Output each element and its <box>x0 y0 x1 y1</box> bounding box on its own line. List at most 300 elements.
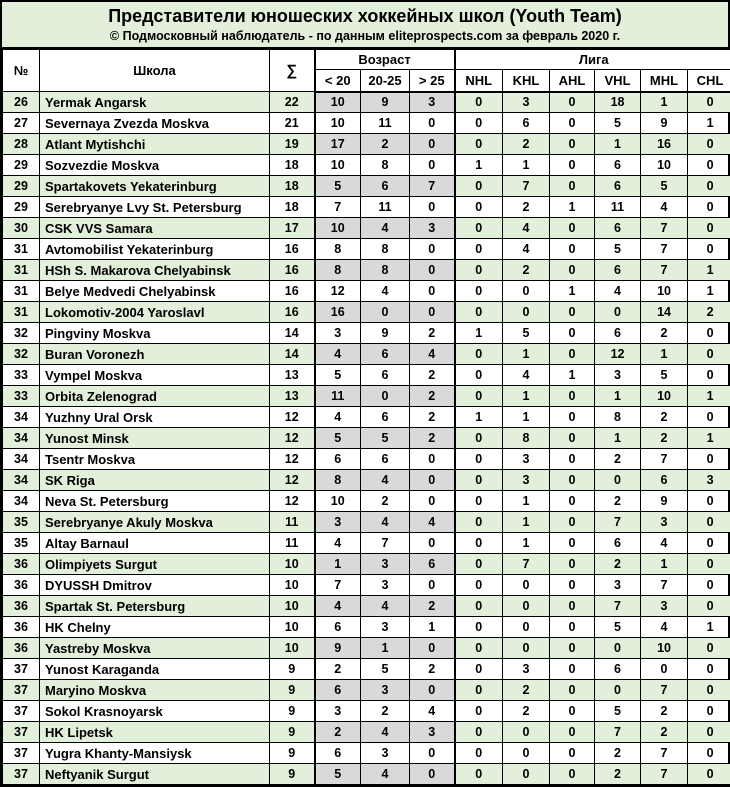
cell-school: Yuzhny Ural Orsk <box>40 407 270 428</box>
cell-vhl: 3 <box>595 575 641 596</box>
cell-nhl: 1 <box>455 323 503 344</box>
col-header-rank: № <box>3 50 40 92</box>
cell-nhl: 0 <box>455 575 503 596</box>
cell-over25: 0 <box>410 260 455 281</box>
cell-chl: 0 <box>688 512 730 533</box>
cell-rank: 32 <box>3 344 40 365</box>
cell-school: Lokomotiv-2004 Yaroslavl <box>40 302 270 323</box>
cell-vhl: 2 <box>595 491 641 512</box>
cell-over25: 2 <box>410 596 455 617</box>
cell-under20: 10 <box>315 113 361 134</box>
cell-khl: 0 <box>503 281 550 302</box>
cell-rank: 37 <box>3 764 40 785</box>
cell-khl: 2 <box>503 197 550 218</box>
cell-chl: 0 <box>688 218 730 239</box>
cell-chl: 0 <box>688 659 730 680</box>
cell-school: Yermak Angarsk <box>40 92 270 113</box>
cell-over25: 0 <box>410 113 455 134</box>
table-row <box>3 134 730 155</box>
table-row <box>3 281 730 302</box>
cell-school: Spartakovets Yekaterinburg <box>40 176 270 197</box>
cell-20-25: 3 <box>361 743 410 764</box>
cell-under20: 4 <box>315 344 361 365</box>
cell-total: 18 <box>270 197 315 218</box>
cell-ahl: 0 <box>550 617 595 638</box>
cell-total: 16 <box>270 302 315 323</box>
cell-ahl: 0 <box>550 134 595 155</box>
cell-mhl: 3 <box>641 512 688 533</box>
cell-mhl: 4 <box>641 197 688 218</box>
cell-ahl: 0 <box>550 407 595 428</box>
cell-20-25: 11 <box>361 113 410 134</box>
cell-vhl: 6 <box>595 323 641 344</box>
table-row <box>3 239 730 260</box>
cell-nhl: 0 <box>455 512 503 533</box>
cell-khl: 2 <box>503 134 550 155</box>
cell-under20: 9 <box>315 638 361 659</box>
cell-chl: 0 <box>688 197 730 218</box>
cell-total: 9 <box>270 722 315 743</box>
cell-20-25: 8 <box>361 239 410 260</box>
cell-ahl: 0 <box>550 764 595 785</box>
schools-table <box>2 49 730 785</box>
cell-20-25: 9 <box>361 323 410 344</box>
cell-rank: 28 <box>3 134 40 155</box>
cell-mhl: 2 <box>641 722 688 743</box>
cell-under20: 7 <box>315 197 361 218</box>
cell-total: 14 <box>270 344 315 365</box>
cell-khl: 4 <box>503 239 550 260</box>
cell-chl: 0 <box>688 575 730 596</box>
cell-school: Atlant Mytishchi <box>40 134 270 155</box>
cell-school: Neva St. Petersburg <box>40 491 270 512</box>
cell-over25: 2 <box>410 323 455 344</box>
cell-rank: 33 <box>3 386 40 407</box>
cell-mhl: 6 <box>641 470 688 491</box>
cell-chl: 0 <box>688 344 730 365</box>
cell-total: 18 <box>270 155 315 176</box>
cell-mhl: 1 <box>641 554 688 575</box>
cell-mhl: 7 <box>641 743 688 764</box>
cell-vhl: 2 <box>595 764 641 785</box>
cell-school: Sokol Krasnoyarsk <box>40 701 270 722</box>
table-row <box>3 722 730 743</box>
cell-ahl: 0 <box>550 239 595 260</box>
cell-under20: 10 <box>315 92 361 113</box>
table-row <box>3 344 730 365</box>
table-row <box>3 386 730 407</box>
cell-school: Yugra Khanty-Mansiysk <box>40 743 270 764</box>
cell-chl: 0 <box>688 722 730 743</box>
cell-rank: 37 <box>3 659 40 680</box>
cell-vhl: 12 <box>595 344 641 365</box>
cell-20-25: 2 <box>361 134 410 155</box>
cell-vhl: 7 <box>595 512 641 533</box>
table-row <box>3 218 730 239</box>
cell-school: Serebryanye Akuly Moskva <box>40 512 270 533</box>
cell-rank: 36 <box>3 638 40 659</box>
cell-over25: 0 <box>410 575 455 596</box>
cell-total: 13 <box>270 386 315 407</box>
cell-nhl: 1 <box>455 407 503 428</box>
cell-khl: 1 <box>503 512 550 533</box>
cell-mhl: 16 <box>641 134 688 155</box>
cell-nhl: 0 <box>455 470 503 491</box>
cell-total: 10 <box>270 638 315 659</box>
cell-chl: 0 <box>688 743 730 764</box>
cell-20-25: 9 <box>361 92 410 113</box>
cell-school: Yunost Karaganda <box>40 659 270 680</box>
cell-vhl: 5 <box>595 701 641 722</box>
cell-total: 14 <box>270 323 315 344</box>
cell-khl: 3 <box>503 92 550 113</box>
cell-rank: 34 <box>3 491 40 512</box>
col-header-under20: < 20 <box>315 70 361 92</box>
table-row <box>3 575 730 596</box>
cell-over25: 0 <box>410 764 455 785</box>
cell-nhl: 0 <box>455 743 503 764</box>
cell-khl: 2 <box>503 701 550 722</box>
group-header-age: Возраст <box>315 50 455 70</box>
cell-vhl: 6 <box>595 533 641 554</box>
cell-under20: 6 <box>315 680 361 701</box>
cell-nhl: 0 <box>455 659 503 680</box>
cell-over25: 4 <box>410 512 455 533</box>
cell-over25: 0 <box>410 638 455 659</box>
cell-total: 12 <box>270 470 315 491</box>
cell-vhl: 2 <box>595 743 641 764</box>
cell-ahl: 0 <box>550 218 595 239</box>
cell-nhl: 0 <box>455 449 503 470</box>
cell-total: 10 <box>270 554 315 575</box>
cell-vhl: 0 <box>595 680 641 701</box>
cell-chl: 0 <box>688 155 730 176</box>
cell-nhl: 0 <box>455 386 503 407</box>
cell-rank: 31 <box>3 260 40 281</box>
cell-vhl: 6 <box>595 260 641 281</box>
cell-school: Avtomobilist Yekaterinburg <box>40 239 270 260</box>
cell-20-25: 6 <box>361 407 410 428</box>
cell-rank: 29 <box>3 155 40 176</box>
cell-total: 18 <box>270 176 315 197</box>
cell-chl: 1 <box>688 617 730 638</box>
cell-mhl: 10 <box>641 386 688 407</box>
col-header-nhl: NHL <box>455 70 503 92</box>
table-row <box>3 428 730 449</box>
page-title: Представители юношеских хоккейных школ (Youth Team) <box>108 6 622 26</box>
cell-nhl: 0 <box>455 617 503 638</box>
cell-khl: 0 <box>503 722 550 743</box>
cell-khl: 3 <box>503 659 550 680</box>
cell-rank: 37 <box>3 722 40 743</box>
cell-over25: 0 <box>410 239 455 260</box>
cell-school: Altay Barnaul <box>40 533 270 554</box>
cell-rank: 36 <box>3 575 40 596</box>
table-row <box>3 260 730 281</box>
cell-vhl: 5 <box>595 113 641 134</box>
cell-nhl: 0 <box>455 554 503 575</box>
cell-khl: 0 <box>503 617 550 638</box>
cell-over25: 0 <box>410 680 455 701</box>
cell-mhl: 10 <box>641 281 688 302</box>
cell-khl: 0 <box>503 575 550 596</box>
cell-rank: 36 <box>3 596 40 617</box>
cell-nhl: 0 <box>455 218 503 239</box>
cell-total: 12 <box>270 449 315 470</box>
cell-under20: 11 <box>315 386 361 407</box>
cell-mhl: 9 <box>641 491 688 512</box>
cell-total: 9 <box>270 743 315 764</box>
cell-ahl: 0 <box>550 659 595 680</box>
cell-vhl: 11 <box>595 197 641 218</box>
cell-20-25: 0 <box>361 302 410 323</box>
cell-khl: 2 <box>503 260 550 281</box>
page-subtitle: © Подмосковный наблюдатель - по данным eliteprospects.com за февраль 2020 г. <box>109 29 621 43</box>
cell-vhl: 1 <box>595 428 641 449</box>
cell-over25: 0 <box>410 449 455 470</box>
cell-ahl: 0 <box>550 491 595 512</box>
cell-school: Sozvezdie Moskva <box>40 155 270 176</box>
cell-mhl: 7 <box>641 218 688 239</box>
cell-chl: 2 <box>688 302 730 323</box>
col-header-sum: ∑ <box>270 50 315 92</box>
table-row <box>3 470 730 491</box>
cell-20-25: 3 <box>361 680 410 701</box>
table-row <box>3 323 730 344</box>
col-header-mhl: MHL <box>641 70 688 92</box>
cell-total: 10 <box>270 575 315 596</box>
cell-chl: 1 <box>688 260 730 281</box>
cell-khl: 1 <box>503 344 550 365</box>
cell-ahl: 1 <box>550 365 595 386</box>
cell-over25: 3 <box>410 722 455 743</box>
col-header-vhl: VHL <box>595 70 641 92</box>
cell-under20: 7 <box>315 575 361 596</box>
cell-vhl: 7 <box>595 596 641 617</box>
table-header <box>3 50 730 92</box>
table-row <box>3 155 730 176</box>
col-header-chl: CHL <box>688 70 730 92</box>
cell-20-25: 11 <box>361 197 410 218</box>
cell-rank: 31 <box>3 281 40 302</box>
cell-school: Yastreby Moskva <box>40 638 270 659</box>
cell-under20: 8 <box>315 470 361 491</box>
cell-school: HK Chelny <box>40 617 270 638</box>
col-header-ahl: AHL <box>550 70 595 92</box>
cell-rank: 37 <box>3 701 40 722</box>
col-header-school: Школа <box>40 50 270 92</box>
cell-under20: 6 <box>315 449 361 470</box>
cell-school: DYUSSH Dmitrov <box>40 575 270 596</box>
cell-nhl: 0 <box>455 176 503 197</box>
cell-chl: 0 <box>688 134 730 155</box>
table-row <box>3 533 730 554</box>
cell-over25: 3 <box>410 218 455 239</box>
cell-rank: 35 <box>3 512 40 533</box>
cell-ahl: 0 <box>550 638 595 659</box>
cell-rank: 26 <box>3 92 40 113</box>
cell-20-25: 3 <box>361 617 410 638</box>
cell-khl: 5 <box>503 323 550 344</box>
cell-nhl: 0 <box>455 596 503 617</box>
cell-ahl: 1 <box>550 197 595 218</box>
cell-ahl: 0 <box>550 344 595 365</box>
cell-nhl: 0 <box>455 302 503 323</box>
cell-khl: 7 <box>503 176 550 197</box>
cell-mhl: 1 <box>641 92 688 113</box>
cell-vhl: 6 <box>595 659 641 680</box>
cell-school: Spartak St. Petersburg <box>40 596 270 617</box>
cell-vhl: 0 <box>595 638 641 659</box>
cell-total: 9 <box>270 701 315 722</box>
table-row <box>3 197 730 218</box>
cell-under20: 4 <box>315 596 361 617</box>
cell-chl: 0 <box>688 764 730 785</box>
cell-vhl: 6 <box>595 176 641 197</box>
cell-chl: 0 <box>688 596 730 617</box>
cell-20-25: 2 <box>361 701 410 722</box>
cell-rank: 29 <box>3 197 40 218</box>
cell-ahl: 0 <box>550 113 595 134</box>
cell-chl: 0 <box>688 533 730 554</box>
cell-over25: 0 <box>410 743 455 764</box>
cell-mhl: 1 <box>641 344 688 365</box>
cell-school: Orbita Zelenograd <box>40 386 270 407</box>
cell-ahl: 0 <box>550 323 595 344</box>
cell-total: 9 <box>270 764 315 785</box>
cell-over25: 0 <box>410 470 455 491</box>
cell-nhl: 1 <box>455 155 503 176</box>
cell-mhl: 5 <box>641 176 688 197</box>
cell-over25: 6 <box>410 554 455 575</box>
cell-vhl: 4 <box>595 281 641 302</box>
cell-total: 22 <box>270 92 315 113</box>
cell-20-25: 8 <box>361 155 410 176</box>
cell-ahl: 0 <box>550 176 595 197</box>
cell-school: Neftyanik Surgut <box>40 764 270 785</box>
cell-khl: 1 <box>503 407 550 428</box>
cell-20-25: 6 <box>361 365 410 386</box>
cell-total: 9 <box>270 680 315 701</box>
cell-nhl: 0 <box>455 281 503 302</box>
cell-rank: 36 <box>3 554 40 575</box>
cell-total: 16 <box>270 281 315 302</box>
cell-20-25: 6 <box>361 344 410 365</box>
cell-chl: 0 <box>688 554 730 575</box>
cell-chl: 0 <box>688 449 730 470</box>
cell-rank: 34 <box>3 407 40 428</box>
cell-ahl: 0 <box>550 428 595 449</box>
cell-school: HSh S. Makarova Chelyabinsk <box>40 260 270 281</box>
cell-rank: 27 <box>3 113 40 134</box>
cell-20-25: 7 <box>361 533 410 554</box>
cell-nhl: 0 <box>455 365 503 386</box>
cell-school: Serebryanye Lvy St. Petersburg <box>40 197 270 218</box>
cell-nhl: 0 <box>455 680 503 701</box>
cell-rank: 34 <box>3 470 40 491</box>
cell-ahl: 0 <box>550 260 595 281</box>
cell-ahl: 0 <box>550 722 595 743</box>
group-header-row <box>3 50 730 70</box>
cell-ahl: 1 <box>550 281 595 302</box>
cell-mhl: 4 <box>641 533 688 554</box>
cell-school: Pingviny Moskva <box>40 323 270 344</box>
group-header-league: Лига <box>455 50 730 70</box>
cell-over25: 1 <box>410 617 455 638</box>
cell-under20: 10 <box>315 491 361 512</box>
cell-total: 11 <box>270 512 315 533</box>
cell-over25: 2 <box>410 659 455 680</box>
table-row <box>3 491 730 512</box>
cell-total: 13 <box>270 365 315 386</box>
cell-rank: 33 <box>3 365 40 386</box>
cell-20-25: 5 <box>361 659 410 680</box>
cell-under20: 3 <box>315 323 361 344</box>
cell-under20: 10 <box>315 155 361 176</box>
cell-ahl: 0 <box>550 512 595 533</box>
cell-ahl: 0 <box>550 554 595 575</box>
cell-school: Severnaya Zvezda Moskva <box>40 113 270 134</box>
cell-chl: 0 <box>688 680 730 701</box>
cell-under20: 12 <box>315 281 361 302</box>
cell-rank: 29 <box>3 176 40 197</box>
cell-nhl: 0 <box>455 239 503 260</box>
cell-rank: 34 <box>3 428 40 449</box>
cell-khl: 1 <box>503 386 550 407</box>
cell-khl: 1 <box>503 533 550 554</box>
cell-under20: 2 <box>315 659 361 680</box>
cell-school: Maryino Moskva <box>40 680 270 701</box>
cell-nhl: 0 <box>455 764 503 785</box>
cell-over25: 3 <box>410 92 455 113</box>
cell-nhl: 0 <box>455 701 503 722</box>
table-row <box>3 554 730 575</box>
cell-rank: 30 <box>3 218 40 239</box>
cell-school: CSK VVS Samara <box>40 218 270 239</box>
cell-mhl: 7 <box>641 260 688 281</box>
cell-under20: 6 <box>315 617 361 638</box>
cell-mhl: 0 <box>641 659 688 680</box>
cell-school: Tsentr Moskva <box>40 449 270 470</box>
table-row <box>3 302 730 323</box>
cell-khl: 2 <box>503 680 550 701</box>
cell-ahl: 0 <box>550 155 595 176</box>
title-block <box>2 2 728 49</box>
cell-under20: 2 <box>315 722 361 743</box>
cell-nhl: 0 <box>455 260 503 281</box>
cell-over25: 0 <box>410 134 455 155</box>
cell-under20: 1 <box>315 554 361 575</box>
cell-total: 21 <box>270 113 315 134</box>
cell-chl: 0 <box>688 365 730 386</box>
cell-khl: 7 <box>503 554 550 575</box>
cell-20-25: 6 <box>361 449 410 470</box>
cell-ahl: 0 <box>550 575 595 596</box>
cell-rank: 37 <box>3 680 40 701</box>
cell-total: 12 <box>270 407 315 428</box>
table-row <box>3 680 730 701</box>
cell-ahl: 0 <box>550 470 595 491</box>
cell-khl: 8 <box>503 428 550 449</box>
cell-total: 9 <box>270 659 315 680</box>
cell-ahl: 0 <box>550 449 595 470</box>
cell-under20: 6 <box>315 743 361 764</box>
cell-khl: 0 <box>503 596 550 617</box>
cell-total: 16 <box>270 260 315 281</box>
cell-total: 19 <box>270 134 315 155</box>
cell-school: HK Lipetsk <box>40 722 270 743</box>
cell-under20: 4 <box>315 407 361 428</box>
